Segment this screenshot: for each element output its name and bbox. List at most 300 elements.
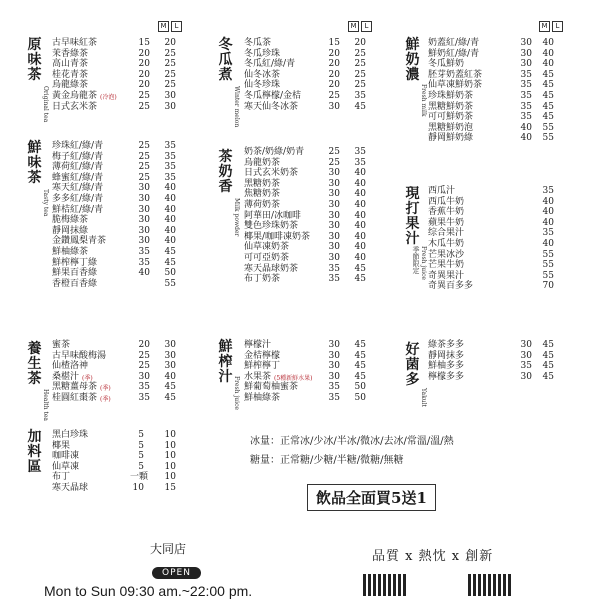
price-medium: 20: [328, 59, 340, 70]
menu-item: [428, 133, 578, 144]
section-title-health: 養生茶: [27, 341, 42, 387]
menu-item: [52, 483, 194, 494]
menu-item-name: 芒果冰沙: [428, 249, 465, 260]
menu-item-name: 仙草凍鮮奶茶: [428, 80, 483, 91]
menu-item-name: 薄荷紅/綠/青: [52, 162, 104, 173]
menu-item-name: 黑白珍珠: [52, 430, 89, 440]
menu-item-name: 檸檬汁: [244, 340, 272, 350]
price-large: 45: [354, 350, 366, 361]
menu-item-name: 梅子紅/綠/青: [52, 151, 104, 162]
sugar-options: 糖量：正常糖/少糖/半糖/微糖/無糖: [250, 455, 404, 466]
price-medium: 35: [138, 257, 150, 268]
menu-item-name: 珍珠紅/綠/青: [52, 141, 104, 151]
price-medium: 35: [328, 392, 340, 403]
menu-item-tag: (冷泡): [100, 93, 117, 101]
menu-item: [244, 340, 386, 351]
menu-item: [428, 218, 578, 229]
menu-item: [244, 242, 386, 253]
section-title-winter: 冬瓜煮: [218, 37, 233, 83]
menu-item: [428, 271, 578, 282]
price-large: 25: [354, 48, 366, 59]
price-large: 35: [164, 162, 176, 173]
price-large: 40: [354, 168, 366, 179]
price-large: 45: [164, 257, 176, 268]
menu-item-name: 黑糖薑母茶: [52, 382, 98, 393]
price-medium: 30: [138, 193, 150, 204]
section-subtitle-health: Health tea: [42, 389, 49, 422]
price-medium: 30: [138, 204, 150, 215]
price-medium: 20: [328, 69, 340, 80]
price-large: 40: [354, 231, 366, 242]
menu-item: [428, 361, 578, 372]
price-large: 30: [164, 101, 176, 112]
price-medium: 35: [328, 382, 340, 393]
menu-item-name: 阿華田/冰咖啡: [244, 210, 302, 221]
price-medium: 30: [138, 215, 150, 226]
menu-item: [52, 462, 194, 473]
price-large: 45: [354, 101, 366, 112]
menu-item-tag: (5種新鮮水果): [274, 374, 313, 382]
menu-item: [244, 80, 386, 91]
price-large: 55: [542, 249, 554, 260]
menu-item-name: 焦糖奶茶: [244, 189, 281, 200]
menu-item: [52, 351, 194, 362]
list-fresh: [52, 141, 194, 289]
menu-item: [244, 168, 386, 179]
menu-item: [244, 59, 386, 70]
menu-item-name: 仙冬珍珠: [244, 80, 281, 91]
menu-item-name: 日式玄米奶茶: [244, 168, 299, 179]
menu-item: [52, 173, 194, 184]
price-large: 45: [542, 112, 554, 123]
price-large: 40: [164, 371, 176, 382]
price-medium: 30: [328, 101, 340, 112]
section-title-yakult: 好菌多: [405, 342, 420, 388]
menu-item: [52, 183, 194, 194]
price-large: 35: [542, 186, 554, 196]
price-medium: 5: [138, 430, 144, 440]
price-large: 55: [542, 270, 554, 281]
price-large: 40: [164, 183, 176, 194]
price-medium: 40: [138, 268, 150, 279]
menu-item-name: 奶蓋紅/綠/青: [428, 38, 480, 48]
price-medium: 25: [138, 101, 150, 112]
price-large: 40: [354, 178, 366, 189]
price-large: 40: [354, 252, 366, 263]
menu-item-name: 椰果: [52, 440, 71, 451]
price-medium: 30: [520, 371, 532, 382]
opening-hours: Mon to Sun 09:30 am.~22:00 pm.: [44, 583, 253, 599]
menu-item-name: 蜜茶: [52, 340, 71, 350]
size-m-label: M: [539, 21, 550, 32]
menu-item: [244, 91, 386, 102]
qr-code-right[interactable]: [468, 574, 512, 596]
menu-item: [428, 70, 578, 81]
menu-item-name: 古早味酸梅湯: [52, 350, 107, 361]
price-medium: 5: [138, 440, 144, 451]
price-medium: 25: [138, 141, 150, 151]
size-m-label: M: [348, 21, 359, 32]
menu-item: [428, 59, 578, 70]
menu-item-name: 烏龍綠茶: [52, 80, 89, 91]
price-large: 50: [354, 382, 366, 393]
menu-item: [244, 361, 386, 372]
price-large: 55: [164, 278, 176, 289]
menu-item-name: 鮮柚綠茶: [244, 392, 281, 403]
price-large: 45: [542, 350, 554, 361]
store-slogan: 品質 x 熱忱 x 創新: [372, 549, 494, 564]
menu-item: [52, 382, 194, 393]
price-medium: 30: [328, 340, 340, 350]
options-block: [250, 432, 454, 470]
menu-item: [244, 393, 386, 404]
menu-item-name: 日式玄米茶: [52, 101, 98, 112]
price-large: 40: [542, 196, 554, 207]
price-large: 40: [354, 199, 366, 210]
price-large: 40: [164, 215, 176, 226]
price-medium: 35: [328, 263, 340, 274]
list-toppings: [52, 430, 194, 494]
price-medium: 30: [328, 178, 340, 189]
price-medium: 35: [138, 382, 150, 393]
menu-item-name: 可可鮮奶茶: [428, 112, 474, 123]
price-large: 40: [542, 48, 554, 59]
menu-item-name: 黑糖鮮奶泡: [428, 122, 474, 133]
price-medium: 30: [138, 183, 150, 194]
section-subtitle-freshmilk: Fresh milk: [420, 84, 427, 117]
menu-item-name: 寒天紅/綠/青: [52, 183, 104, 194]
menu-item: [428, 80, 578, 91]
menu-item-name: 多多紅/綠/青: [52, 193, 104, 204]
menu-item-name: 冬瓜鮮奶: [428, 59, 465, 70]
size-m-label: M: [158, 21, 169, 32]
price-medium: 30: [328, 361, 340, 372]
price-medium: 30: [520, 48, 532, 59]
menu-item-name: 西瓜牛奶: [428, 196, 465, 207]
price-large: 40: [164, 193, 176, 204]
price-large: 25: [164, 80, 176, 91]
menu-item: [244, 147, 386, 158]
menu-item-name: 珍珠鮮奶茶: [428, 90, 474, 101]
price-large: 45: [354, 274, 366, 285]
price-large: 30: [164, 350, 176, 361]
price-large: 45: [354, 340, 366, 350]
price-large: 45: [542, 340, 554, 350]
price-large: 30: [164, 90, 176, 101]
price-large: 45: [542, 361, 554, 372]
price-medium: 25: [138, 172, 150, 183]
menu-item-name: 仙冬冰茶: [244, 69, 281, 80]
list-freshjuice: [428, 186, 578, 292]
price-large: 45: [542, 69, 554, 80]
price-medium: 40: [520, 133, 532, 144]
section-title-original: 原味茶: [27, 37, 42, 83]
menu-item-tag: (季): [100, 385, 111, 393]
menu-item-name: 冬瓜茶: [244, 38, 272, 48]
price-medium: 30: [138, 236, 150, 247]
price-medium: 15: [328, 38, 340, 48]
open-badge: OPEN: [152, 567, 201, 579]
price-large: 45: [164, 246, 176, 257]
price-large: 35: [164, 172, 176, 183]
menu-item: [52, 361, 194, 372]
qr-code-left[interactable]: [363, 574, 407, 596]
menu-item: [244, 372, 386, 383]
menu-item-name: 芒果牛奶: [428, 260, 465, 271]
price-medium: 35: [520, 69, 532, 80]
menu-item: [428, 281, 578, 292]
price-large: 45: [354, 361, 366, 372]
price-medium: 25: [138, 90, 150, 101]
menu-item-name: 古早味紅茶: [52, 38, 98, 48]
price-large: 40: [164, 204, 176, 215]
menu-item-name: 檸檬多多: [428, 371, 465, 382]
menu-item: [244, 253, 386, 264]
menu-item-name: 冬瓜檸檬/金桔: [244, 90, 302, 101]
menu-item-name: 桑椹汁: [52, 371, 80, 382]
price-medium: 一顆: [130, 472, 149, 483]
price-medium: 20: [328, 80, 340, 91]
menu-item-name: 蜂蜜紅/綠/青: [52, 172, 104, 183]
price-medium: 25: [328, 147, 340, 157]
menu-item-name: 木瓜牛奶: [428, 238, 465, 249]
menu-item-name: 鮮榨檸丁綠: [52, 257, 98, 268]
menu-item-name: 鮮柚多多: [428, 361, 465, 372]
menu-item: [428, 123, 578, 134]
menu-item: [428, 207, 578, 218]
menu-item-name: 金桔檸檬: [244, 350, 281, 361]
price-medium: 30: [328, 189, 340, 200]
price-medium: 40: [520, 122, 532, 133]
price-large: 40: [354, 221, 366, 232]
price-large: 10: [164, 472, 176, 483]
menu-item: [52, 393, 194, 404]
size-l-label: L: [361, 21, 372, 32]
menu-item: [52, 91, 194, 102]
menu-item: [244, 179, 386, 190]
menu-item: [52, 451, 194, 462]
menu-item-name: 咖啡凍: [52, 451, 80, 462]
menu-item-name: 香橙百香綠: [52, 278, 98, 289]
menu-item: [428, 239, 578, 250]
price-large: 45: [542, 101, 554, 112]
menu-item: [428, 102, 578, 113]
menu-item-name: 蘋果牛奶: [428, 217, 465, 228]
section-subtitle-winter: Winter melon: [233, 86, 240, 128]
size-l-label: L: [171, 21, 182, 32]
section-subtitle-fresh: Tasty tea: [42, 189, 49, 217]
price-medium: 35: [520, 112, 532, 123]
price-large: 15: [164, 482, 176, 493]
price-large: 40: [354, 210, 366, 221]
section-title-toppings: 加料區: [27, 429, 42, 475]
menu-item: [52, 441, 194, 452]
price-medium: 35: [520, 90, 532, 101]
price-large: 50: [354, 392, 366, 403]
menu-item: [244, 200, 386, 211]
price-medium: 20: [138, 48, 150, 59]
price-large: 45: [354, 263, 366, 274]
size-header-col3: [539, 21, 565, 32]
price-medium: 30: [328, 199, 340, 210]
section-title-freshjuice: 現打果汁: [405, 186, 420, 247]
price-large: 45: [354, 371, 366, 382]
menu-item: [428, 260, 578, 271]
price-large: 10: [164, 430, 176, 440]
menu-item: [52, 372, 194, 383]
price-large: 25: [354, 80, 366, 91]
menu-item-name: 香蕉牛奶: [428, 207, 465, 218]
menu-item: [428, 49, 578, 60]
menu-item: [52, 59, 194, 70]
menu-item-name: 寒天晶球奶茶: [244, 263, 299, 274]
list-health: [52, 340, 194, 404]
list-freshmilk: [428, 38, 578, 144]
price-medium: 30: [328, 221, 340, 232]
section-title-juice: 鮮榨汁: [218, 339, 233, 385]
menu-item: [428, 250, 578, 261]
price-large: 55: [542, 133, 554, 144]
menu-item: [428, 197, 578, 208]
section-subtitle-milktea: Milk powder: [233, 198, 240, 237]
price-large: 45: [164, 382, 176, 393]
price-large: 50: [164, 268, 176, 279]
menu-item-name: 鮮奶紅/綠/青: [428, 48, 480, 59]
size-l-label: L: [552, 21, 563, 32]
price-medium: 30: [328, 252, 340, 263]
price-large: 40: [542, 59, 554, 70]
menu-item-name: 金鑽鳳梨青茶: [52, 236, 107, 247]
menu-item: [428, 38, 578, 49]
menu-item-name: 鮮榨檸丁: [244, 361, 281, 372]
menu-item-name: 奶茶/奶綠/奶青: [244, 147, 305, 157]
price-medium: 30: [328, 371, 340, 382]
price-medium: 25: [138, 350, 150, 361]
menu-item-name: 奇異果汁: [428, 270, 465, 281]
price-large: 25: [354, 69, 366, 80]
menu-item-name: 桂花青茶: [52, 69, 89, 80]
price-large: 40: [542, 38, 554, 48]
promo-banner: 飲品全面買5送1: [307, 484, 436, 511]
price-medium: 30: [328, 168, 340, 179]
price-medium: 10: [132, 482, 144, 493]
section-note-freshjuice: 季節限定: [412, 246, 420, 274]
menu-item-tag: (季): [100, 395, 111, 403]
price-medium: 30: [328, 231, 340, 242]
menu-item-name: 茉香綠茶: [52, 48, 89, 59]
menu-item-name: 寒天晶球: [52, 482, 89, 493]
menu-item: [52, 268, 194, 279]
menu-item-name: 鮮葡萄柚蜜茶: [244, 382, 299, 393]
price-medium: 5: [138, 451, 144, 462]
list-yakult: [428, 340, 578, 382]
price-medium: 25: [138, 151, 150, 162]
section-title-fresh: 鮮味茶: [27, 140, 42, 186]
menu-item: [52, 430, 194, 441]
price-medium: 20: [138, 340, 150, 350]
menu-item: [52, 258, 194, 269]
menu-item: [244, 189, 386, 200]
menu-item: [52, 152, 194, 163]
menu-item-name: 鮮柚綠茶: [52, 246, 89, 257]
section-title-freshmilk: 鮮奶濃: [405, 37, 420, 83]
price-large: 55: [542, 122, 554, 133]
section-title-milktea: 茶奶香: [218, 149, 233, 195]
list-winter: [244, 38, 386, 112]
price-large: 40: [164, 225, 176, 236]
price-medium: 20: [138, 59, 150, 70]
menu-item-name: 烏龍奶茶: [244, 157, 281, 168]
menu-item: [52, 162, 194, 173]
menu-item-name: 綠茶多多: [428, 340, 465, 350]
menu-item-name: 鮮桔紅/綠/青: [52, 204, 104, 215]
price-medium: 25: [138, 162, 150, 173]
menu-item-name: 可可亞奶茶: [244, 252, 290, 263]
menu-item: [52, 236, 194, 247]
menu-item-name: 雙色珍珠奶茶: [244, 221, 299, 232]
price-large: 40: [164, 236, 176, 247]
menu-item-name: 椰果/咖啡凍奶茶: [244, 231, 311, 242]
menu-item: [428, 112, 578, 123]
price-medium: 20: [138, 80, 150, 91]
price-large: 40: [542, 207, 554, 218]
size-header-col2: [348, 21, 374, 32]
ice-options: 冰量：正常冰/少冰/半冰/微冰/去冰/常溫/溫/熱: [250, 436, 454, 447]
price-large: 40: [542, 217, 554, 228]
menu-item-name: 桂圓紅棗茶: [52, 392, 98, 403]
price-medium: 25: [138, 361, 150, 372]
price-medium: 25: [328, 90, 340, 101]
menu-item-name: 黑糖鮮奶茶: [428, 101, 474, 112]
menu-item: [52, 49, 194, 60]
menu-item: [244, 274, 386, 285]
price-large: 20: [354, 38, 366, 48]
section-subtitle-juice: Fresh juice: [233, 376, 240, 410]
price-large: 35: [164, 151, 176, 162]
price-medium: 30: [328, 210, 340, 221]
menu-item: [428, 228, 578, 239]
menu-item: [244, 221, 386, 232]
price-large: 20: [164, 38, 176, 48]
price-medium: 30: [138, 225, 150, 236]
menu-item-name: 仙楂洛神: [52, 361, 89, 372]
menu-item: [52, 215, 194, 226]
price-large: 25: [164, 59, 176, 70]
menu-item-name: 黑糖奶茶: [244, 178, 281, 189]
price-medium: 35: [328, 274, 340, 285]
menu-item-name: 黃金烏龍茶: [52, 90, 98, 101]
menu-item-name: 西瓜汁: [428, 186, 456, 196]
menu-item-name: 靜岡鮮奶綠: [428, 133, 474, 144]
menu-item-name: 布丁: [52, 472, 71, 483]
menu-item: [52, 226, 194, 237]
price-medium: 30: [520, 340, 532, 350]
price-large: 25: [354, 59, 366, 70]
price-large: 35: [354, 147, 366, 157]
menu-item: [52, 247, 194, 258]
menu-item-name: 冬瓜紅/綠/青: [244, 59, 296, 70]
menu-item-tag: (季): [82, 374, 93, 382]
menu-item-name: 综合果汁: [428, 228, 465, 239]
menu-item-name: 寒天仙冬冰茶: [244, 101, 299, 112]
list-milktea: [244, 147, 386, 285]
price-medium: 35: [138, 246, 150, 257]
menu-item-name: 仙草凍奶茶: [244, 242, 290, 253]
section-subtitle-original: Original tea: [42, 86, 49, 123]
price-medium: 30: [328, 242, 340, 253]
price-large: 35: [542, 228, 554, 239]
menu-item: [244, 264, 386, 275]
